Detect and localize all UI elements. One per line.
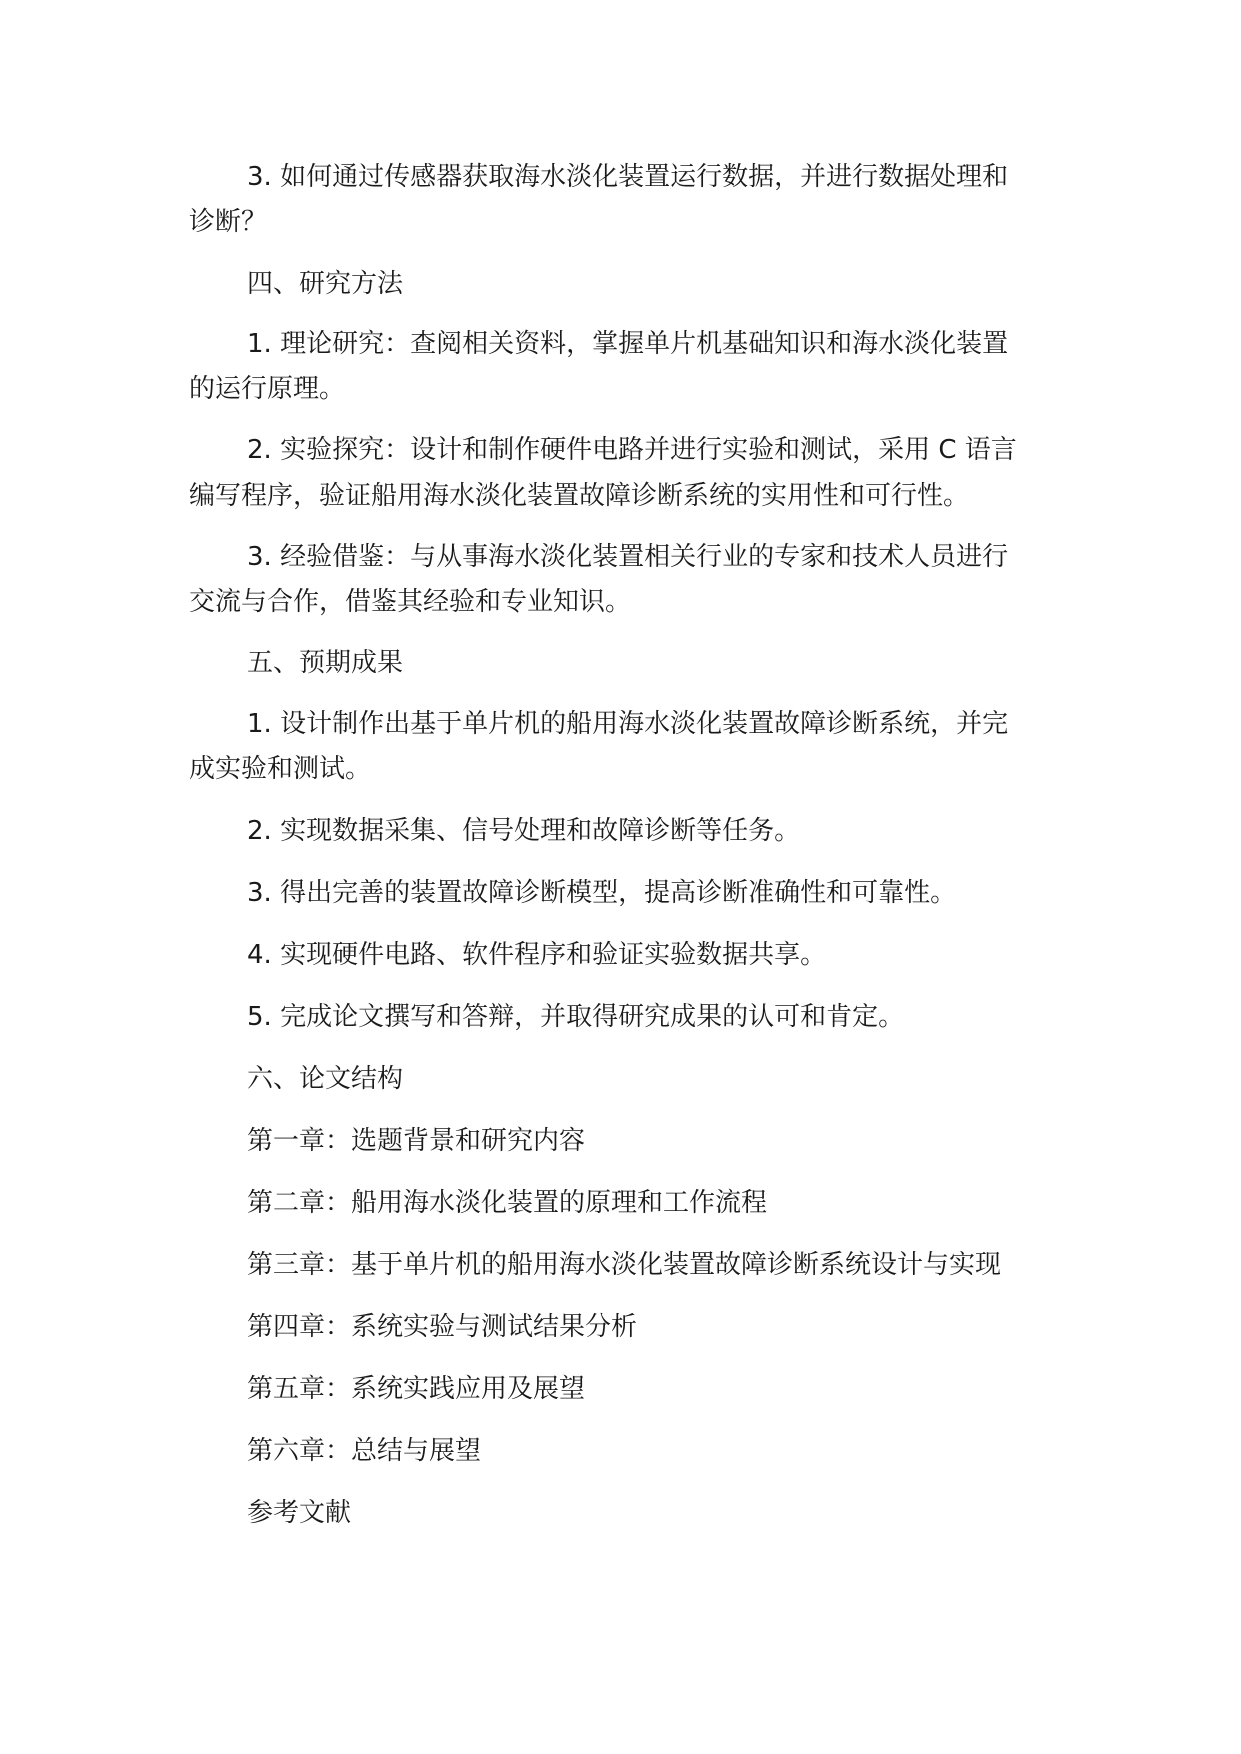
result-3: 3. 得出完善的装置故障诊断模型，提高诊断准确性和可靠性。 bbox=[247, 878, 957, 908]
chapter-3: 第三章：基于单片机的船用海水淡化装置故障诊断系统设计与实现 bbox=[247, 1250, 1002, 1280]
result-1-line-2: 成实验和测试。 bbox=[189, 754, 372, 784]
result-2: 2. 实现数据采集、信号处理和故障诊断等任务。 bbox=[247, 816, 801, 846]
result-1-line-1: 1. 设计制作出基于单片机的船用海水淡化装置故障诊断系统，并完 bbox=[247, 709, 1009, 739]
section-heading-research-methods: 四、研究方法 bbox=[247, 269, 404, 299]
method-1-line-2: 的运行原理。 bbox=[189, 374, 346, 404]
method-2-line-2: 编写程序，验证船用海水淡化装置故障诊断系统的实用性和可行性。 bbox=[189, 481, 970, 511]
method-3-line-1: 3. 经验借鉴：与从事海水淡化装置相关行业的专家和技术人员进行 bbox=[247, 542, 1009, 572]
method-2-line-1: 2. 实验探究：设计和制作硬件电路并进行实验和测试，采用 C 语言 bbox=[247, 435, 1017, 465]
method-1-line-1: 1. 理论研究：查阅相关资料，掌握单片机基础知识和海水淡化装置 bbox=[247, 329, 1009, 359]
paragraph-item-3-line-1: 3. 如何通过传感器获取海水淡化装置运行数据，并进行数据处理和 bbox=[247, 162, 1009, 192]
chapter-2: 第二章：船用海水淡化装置的原理和工作流程 bbox=[247, 1188, 768, 1218]
chapter-5: 第五章：系统实践应用及展望 bbox=[247, 1374, 586, 1404]
paragraph-item-3-line-2: 诊断？ bbox=[189, 207, 268, 237]
result-5: 5. 完成论文撰写和答辩，并取得研究成果的认可和肯定。 bbox=[247, 1002, 905, 1032]
references-heading: 参考文献 bbox=[247, 1498, 352, 1528]
section-heading-thesis-structure: 六、论文结构 bbox=[247, 1064, 404, 1094]
chapter-1: 第一章：选题背景和研究内容 bbox=[247, 1126, 586, 1156]
chapter-4: 第四章：系统实验与测试结果分析 bbox=[247, 1312, 638, 1342]
result-4: 4. 实现硬件电路、软件程序和验证实验数据共享。 bbox=[247, 940, 827, 970]
chapter-6: 第六章：总结与展望 bbox=[247, 1436, 482, 1466]
method-3-line-2: 交流与合作，借鉴其经验和专业知识。 bbox=[189, 587, 632, 617]
section-heading-expected-results: 五、预期成果 bbox=[247, 648, 404, 678]
